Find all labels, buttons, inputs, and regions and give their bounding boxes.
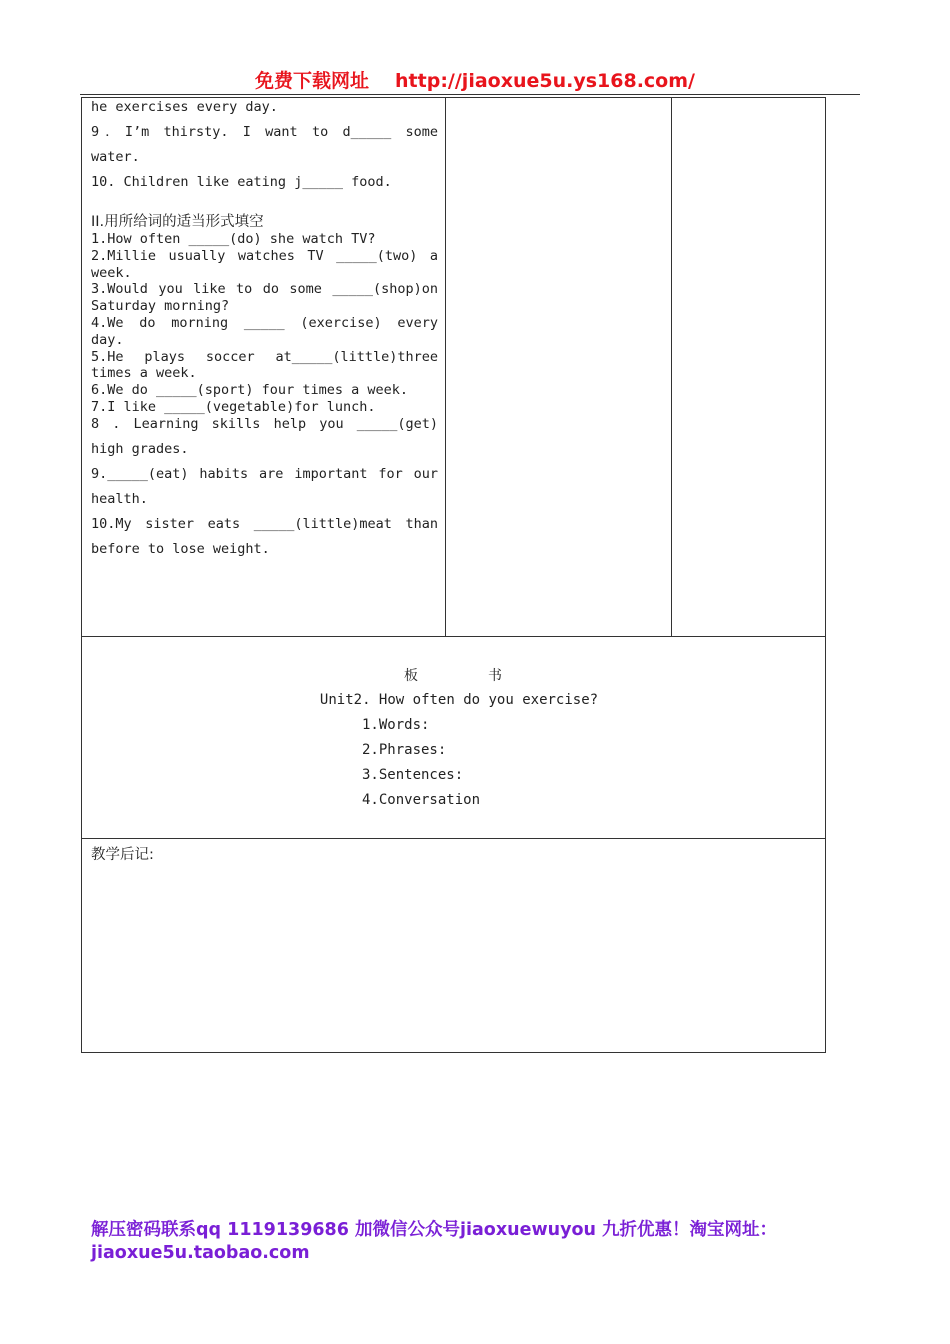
- column-divider-2: [671, 97, 672, 636]
- exercise-line: water.: [91, 149, 140, 165]
- exercise-item: Saturday morning?: [91, 298, 230, 315]
- board-section: [82, 665, 824, 814]
- section-title: II.用所给词的适当形式填空: [91, 214, 264, 230]
- page-footer: 解压密码联系qq 1119139686 加微信公众号jiaoxuewuyou 九折优惠！淘宝网址：jiaoxue5u.taobao.com: [91, 1220, 778, 1263]
- board-item: 4.Conversation: [362, 792, 481, 808]
- board-title-char-1: 板: [404, 668, 418, 684]
- exercise-cell: [91, 99, 438, 566]
- exercise-item: 2.Millie usually watches TV _____(two) a: [91, 247, 438, 264]
- board-title: [82, 665, 824, 689]
- board-unit-title: Unit2. How often do you exercise?: [319, 692, 599, 708]
- exercise-item: before to lose weight.: [91, 540, 270, 557]
- exercise-item: week.: [91, 264, 132, 281]
- board-item: 3.Sentences:: [362, 767, 464, 783]
- board-item: 2.Phrases:: [362, 742, 447, 758]
- column-divider-1: [445, 97, 446, 636]
- exercise-line: 10. Children like eating j_____ food.: [91, 174, 392, 190]
- row-divider-2: [81, 838, 826, 839]
- teaching-notes-label: 教学后记:: [91, 847, 154, 863]
- exercise-item: 9._____(eat) habits are important for our: [91, 465, 438, 482]
- exercise-item: 3.Would you like to do some _____(shop)on: [91, 281, 438, 298]
- exercise-item: day.: [91, 331, 124, 348]
- exercise-item: 1.How often _____(do) she watch TV?: [91, 231, 376, 247]
- header-free-download-label: 免费下载网址: [255, 70, 370, 92]
- exercise-item: 7.I like _____(vegetable)for lunch.: [91, 398, 376, 415]
- exercise-item: 5.He plays soccer at_____(little)three: [91, 348, 438, 365]
- exercise-item: high grades.: [91, 440, 189, 457]
- board-item: 1.Words:: [362, 717, 430, 733]
- exercise-item: 4.We do morning _____ (exercise) every: [91, 314, 438, 331]
- exercise-line: 9．I’m thirsty. I want to d_____ some: [91, 124, 438, 140]
- header-rule: [80, 94, 860, 95]
- board-title-char-2: 书: [488, 668, 502, 684]
- exercise-item: 10.My sister eats _____(little)meat than: [91, 515, 438, 532]
- exercise-item: health.: [91, 490, 148, 507]
- header-url-link[interactable]: http://jiaoxue5u.ys168.com/: [395, 70, 695, 92]
- exercise-item: 8 . Learning skills help you _____(get): [91, 415, 438, 432]
- page-header: [0, 66, 950, 93]
- row-divider-1: [81, 636, 826, 637]
- exercise-item: 6.We do _____(sport) four times a week.: [91, 382, 408, 399]
- exercise-item: times a week.: [91, 365, 197, 382]
- exercise-line: he exercises every day.: [91, 99, 278, 115]
